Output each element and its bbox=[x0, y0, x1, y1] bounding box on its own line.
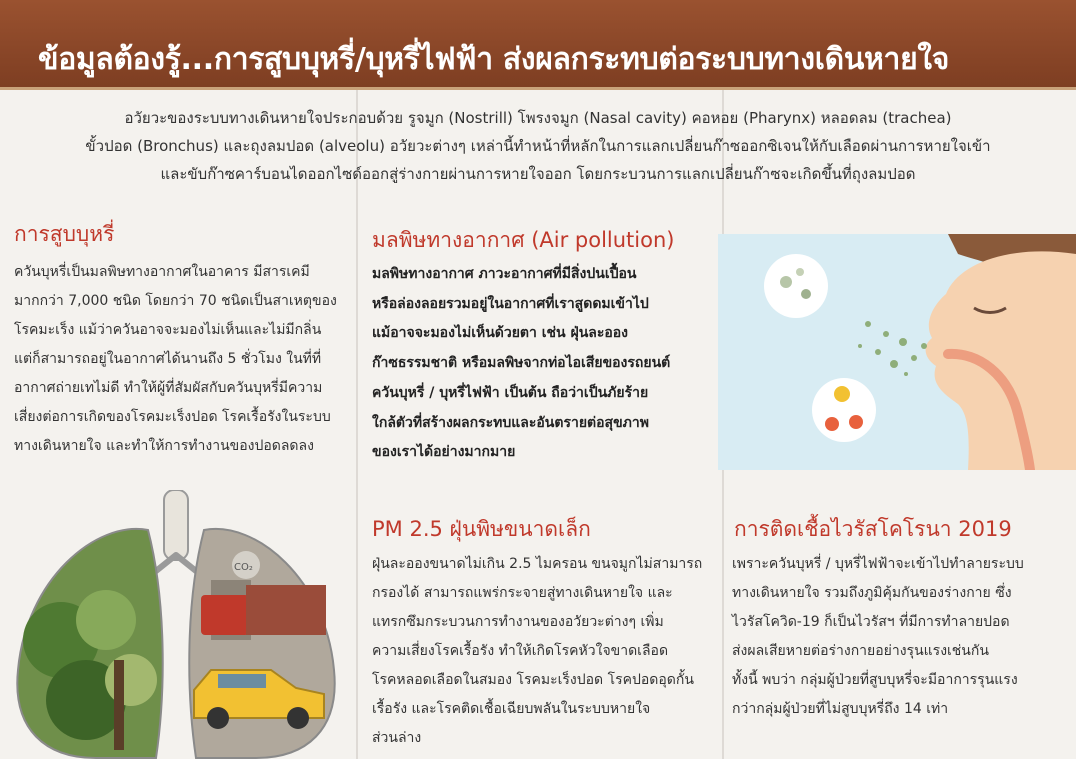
tree-foliage bbox=[76, 590, 136, 650]
air-pollution-text bbox=[372, 260, 712, 468]
smoking-line: ควันบุหรี่เป็นมลพิษทางอากาศในอาคาร มีสารเคมี bbox=[14, 264, 310, 280]
smoking-line: เสี่ยงต่อการเกิดของโรคมะเร็งปอด โรคเรื้อรังในระบบ bbox=[14, 409, 331, 425]
covid-line: เพราะควันบุหรี่ / บุหรี่ไฟฟ้าจะเข้าไปทำลายระบบ bbox=[732, 556, 1024, 572]
intro-line: ขั้วปอด (Bronchus) และถุงลมปอด (alveolu) อวัยวะต่างๆ เหล่านี้ทำหน้าที่หลักในการแลกเปลี่ยนก๊าซออกซิเจนให้กับเลือดผ่านการหายใจเข้า bbox=[85, 137, 991, 155]
air-pollution-line: ใกล้ตัวที่สร้างผลกระทบและอันตรายต่อสุขภาพ bbox=[372, 414, 649, 431]
air-pollution-heading: มลพิษทางอากาศ (Air pollution) bbox=[372, 228, 675, 252]
covid-line: ทั้งนี้ พบว่า กลุ่มผู้ป่วยที่สูบบุหรี่จะมีอาการรุนแรง bbox=[732, 672, 1018, 688]
air-pollution-line: มลพิษทางอากาศ ภาวะอากาศที่มีสิ่งปนเปื้อน bbox=[372, 266, 637, 282]
page-title: ข้อมูลต้องรู้...การสูบบุหรี่/บุหรี่ไฟฟ้า ส่งผลกระทบต่อระบบทางเดินหายใจ bbox=[38, 42, 949, 77]
smoking-line: โรคมะเร็ง แม้ว่าควันอาจจะมองไม่เห็นและไม่มีกลิ่น bbox=[14, 322, 322, 338]
smoking-heading: การสูบบุหรี่ bbox=[14, 222, 115, 246]
car-wheel bbox=[287, 707, 309, 729]
pm25-line: กรองได้ สามารถแพร่กระจายสู่ทางเดินหายใจ และ bbox=[372, 585, 673, 601]
header-banner bbox=[0, 0, 1076, 90]
flower-icon bbox=[834, 386, 850, 402]
flower-icon bbox=[849, 415, 863, 429]
pm25-line: แทรกซึมกระบวนการทำงานของอวัยวะต่างๆ เพิ่ม bbox=[372, 614, 664, 630]
covid-line: กว่ากลุ่มผู้ป่วยที่ไม่สูบบุหรี่ถึง 14 เท่า bbox=[732, 701, 949, 717]
pm25-line: ฝุ่นละอองขนาดไม่เกิน 2.5 ไมครอน ขนจมูกไม่สามารถ bbox=[372, 556, 703, 572]
tree-foliage bbox=[105, 654, 157, 706]
lungs-illustration bbox=[6, 490, 346, 759]
particle-bubble bbox=[764, 254, 828, 318]
covid-line: ไวรัสโควิด-19 ก็เป็นไวรัสฯ ที่มีการทำลายปอด bbox=[732, 614, 1010, 630]
intro-paragraph bbox=[20, 104, 1056, 188]
particle-dot bbox=[796, 268, 804, 276]
truck-shape bbox=[201, 595, 249, 635]
intro-line: และขับก๊าซคาร์บอนไดออกไซด์ออกสู่ร่างกายผ่านการหายใจออก โดยกระบวนการแลกเปลี่ยนก๊าซจะเกิดขึ้นที่ถุงลมปอด bbox=[160, 165, 916, 183]
face-illustration bbox=[718, 234, 1076, 470]
car-window bbox=[218, 674, 266, 688]
air-pollution-line: แม้อาจจะมองไม่เห็นด้วยตา เช่น ฝุ่นละออง bbox=[372, 325, 629, 342]
smoking-line: ทางเดินหายใจ และทำให้การทำงานของปอดลดลง bbox=[14, 438, 314, 454]
smoking-text bbox=[14, 258, 340, 461]
co2-label: CO₂ bbox=[234, 562, 253, 573]
pm25-line: เรื้อรัง และโรคติดเชื้อเฉียบพลันในระบบหายใจ bbox=[372, 701, 651, 717]
pm25-line: โรคหลอดเลือดในสมอง โรคมะเร็งปอด โรคปอดอุดกั้น bbox=[372, 672, 694, 688]
air-pollution-line: ของเราได้อย่างมากมาย bbox=[372, 444, 516, 461]
covid-heading: การติดเชื้อไวรัสโคโรนา 2019 bbox=[734, 517, 1012, 541]
smoking-line: แต่ก็สามารถอยู่ในอากาศได้นานถึง 5 ชั่วโมง ในที่ที่ bbox=[14, 351, 322, 367]
pm25-line: ส่วนล่าง bbox=[372, 730, 422, 746]
smoking-line: อากาศถ่ายเทไม่ดี ทำให้ผู้ที่สัมผัสกับควันบุหรี่มีความ bbox=[14, 380, 323, 396]
covid-line: ส่งผลเสียหายต่อร่างกายอย่างรุนแรงเช่นกัน bbox=[732, 643, 989, 659]
pm25-line: ความเสี่ยงโรคเรื้อรัง ทำให้เกิดโรคหัวใจขาดเลือด bbox=[372, 643, 669, 659]
air-pollution-line: ก๊าซธรรมชาติ หรือมลพิษจากท่อไอเสียของรถยนต์ bbox=[372, 355, 671, 372]
trachea-shape bbox=[164, 490, 188, 560]
tree-trunk bbox=[114, 660, 124, 750]
car-wheel bbox=[207, 707, 229, 729]
truck-trailer bbox=[246, 585, 326, 635]
pm25-heading: PM 2.5 ฝุ่นพิษขนาดเล็ก bbox=[372, 517, 591, 541]
covid-line: ทางเดินหายใจ รวมถึงภูมิคุ้มกันของร่างกาย ซึ่ง bbox=[732, 585, 1012, 601]
flower-icon bbox=[825, 417, 839, 431]
particle-dot bbox=[780, 276, 792, 288]
particle-dot bbox=[801, 289, 811, 299]
intro-line: อวัยวะของระบบทางเดินหายใจประกอบด้วย รูจมูก (Nostrill) โพรงจมูก (Nasal cavity) คอหอย (Pharynx) หลอดลม (trachea) bbox=[124, 109, 952, 127]
smoking-line: มากกว่า 7,000 ชนิด โดยกว่า 70 ชนิดเป็นสาเหตุของ bbox=[14, 293, 337, 309]
covid-text bbox=[732, 550, 1068, 724]
air-pollution-line: ควันบุหรี่ / บุหรี่ไฟฟ้า เป็นต้น ถือว่าเป็นภัยร้าย bbox=[372, 384, 649, 401]
pm25-text bbox=[372, 550, 712, 753]
air-pollution-line: หรือล่องลอยรวมอยู่ในอากาศที่เราสูดดมเข้าไป bbox=[372, 295, 649, 312]
